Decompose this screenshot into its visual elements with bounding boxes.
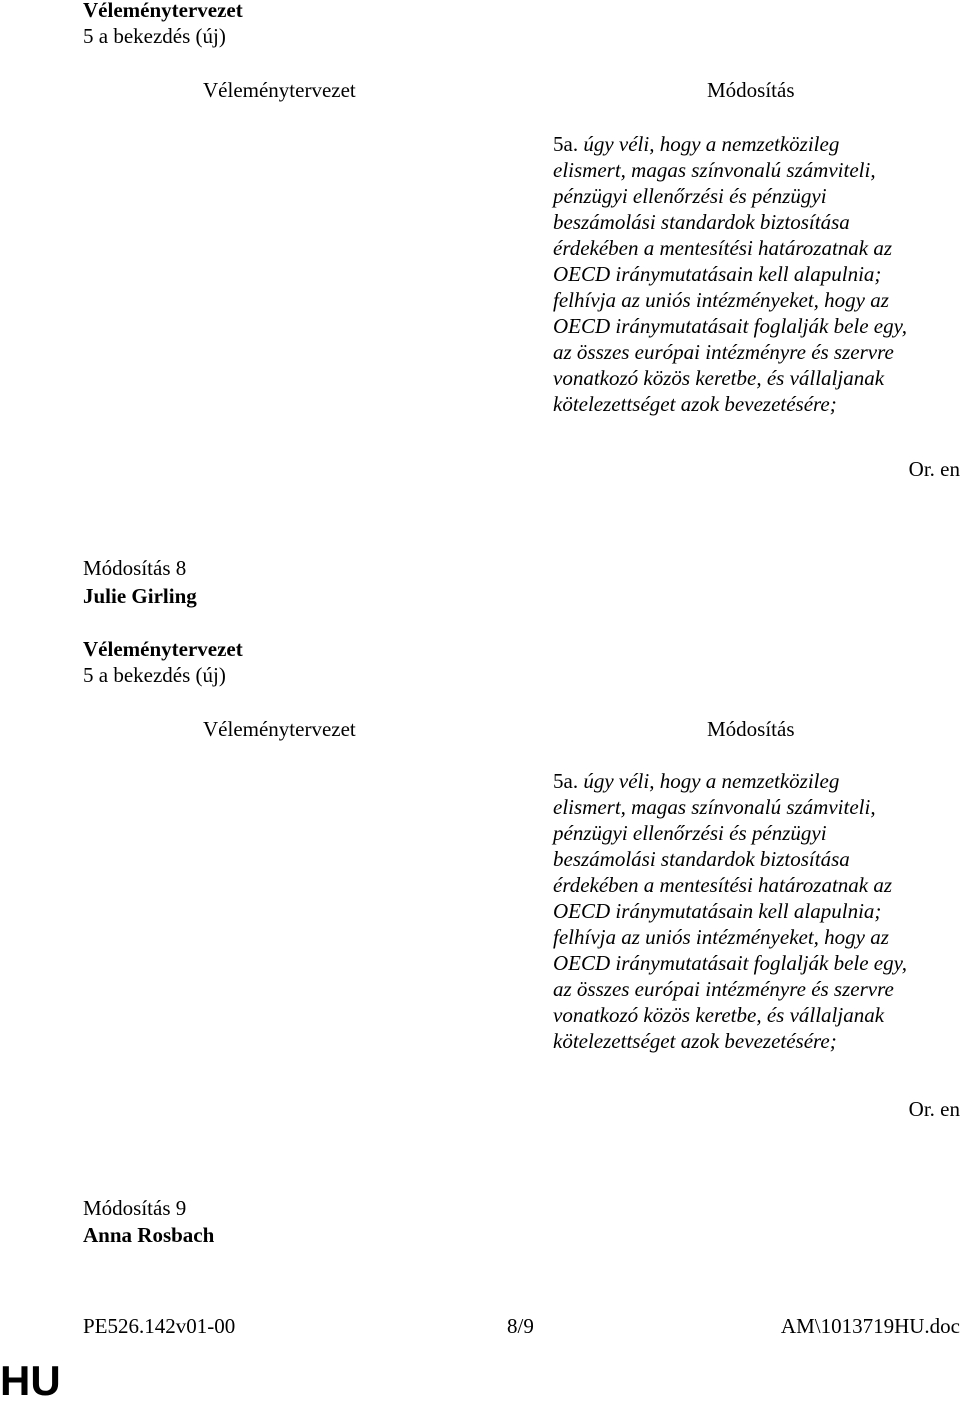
- text-line: pénzügyi ellenőrzési és pénzügyi: [553, 821, 827, 845]
- original-language: Or. en: [908, 457, 960, 481]
- text-line: beszámolási standardok biztosítása: [553, 210, 850, 234]
- text-line: kötelezettséget azok bevezetésére;: [553, 392, 837, 416]
- text-line: felhívja az uniós intézményeket, hogy az: [553, 925, 889, 949]
- column-header-amendment: Módosítás: [707, 78, 795, 102]
- doc-ref: Véleménytervezet: [83, 637, 243, 661]
- text-line: OECD iránymutatásain kell alapulnia;: [553, 899, 882, 923]
- text-line: felhívja az uniós intézményeket, hogy az: [553, 288, 889, 312]
- text-line: OECD iránymutatásait foglalják bele egy,: [553, 314, 908, 338]
- text-line: OECD iránymutatásain kell alapulnia;: [553, 262, 882, 286]
- footer-file-ref: AM\1013719HU.doc: [780, 1314, 960, 1338]
- paragraph-number: 5a.: [553, 769, 579, 793]
- text-line: elismert, magas színvonalú számviteli,: [553, 795, 876, 819]
- language-tag: HU: [0, 1357, 61, 1404]
- paragraph-number: 5a.: [553, 132, 579, 156]
- amendment-author: Anna Rosbach: [83, 1223, 215, 1247]
- text-line: OECD iránymutatásait foglalják bele egy,: [553, 951, 908, 975]
- amendment-text: [553, 131, 960, 417]
- amendment-heading: Módosítás 8: [83, 556, 187, 580]
- amendment-heading: Módosítás 9: [83, 1196, 187, 1220]
- text-line: pénzügyi ellenőrzési és pénzügyi: [553, 184, 827, 208]
- column-header-draft: Véleménytervezet: [203, 78, 356, 102]
- text-line: vonatkozó közös keretbe, és vállaljanak: [553, 1003, 885, 1027]
- text-line: elismert, magas színvonalú számviteli,: [553, 158, 876, 182]
- original-language: Or. en: [908, 1097, 960, 1121]
- column-header-amendment: Módosítás: [707, 717, 795, 741]
- paragraph-ref: 5 a bekezdés (új): [83, 24, 226, 48]
- text-line: az összes európai intézményre és szervre: [553, 340, 894, 364]
- amendment-author: Julie Girling: [83, 584, 197, 608]
- text-line: érdekében a mentesítési határozatnak az: [553, 236, 893, 260]
- text-line: kötelezettséget azok bevezetésére;: [553, 1029, 837, 1053]
- amendment-text: [553, 768, 960, 1054]
- text-line: úgy véli, hogy a nemzetközileg: [583, 132, 840, 156]
- footer-doc-number: PE526.142v01-00: [83, 1314, 236, 1338]
- doc-ref: Véleménytervezet: [83, 0, 243, 22]
- column-header-draft: Véleménytervezet: [203, 717, 356, 741]
- text-line: úgy véli, hogy a nemzetközileg: [583, 769, 840, 793]
- text-line: vonatkozó közös keretbe, és vállaljanak: [553, 366, 885, 390]
- text-line: beszámolási standardok biztosítása: [553, 847, 850, 871]
- text-line: az összes európai intézményre és szervre: [553, 977, 894, 1001]
- paragraph-ref: 5 a bekezdés (új): [83, 663, 226, 687]
- text-line: érdekében a mentesítési határozatnak az: [553, 873, 893, 897]
- footer-page-number: 8/9: [507, 1314, 534, 1338]
